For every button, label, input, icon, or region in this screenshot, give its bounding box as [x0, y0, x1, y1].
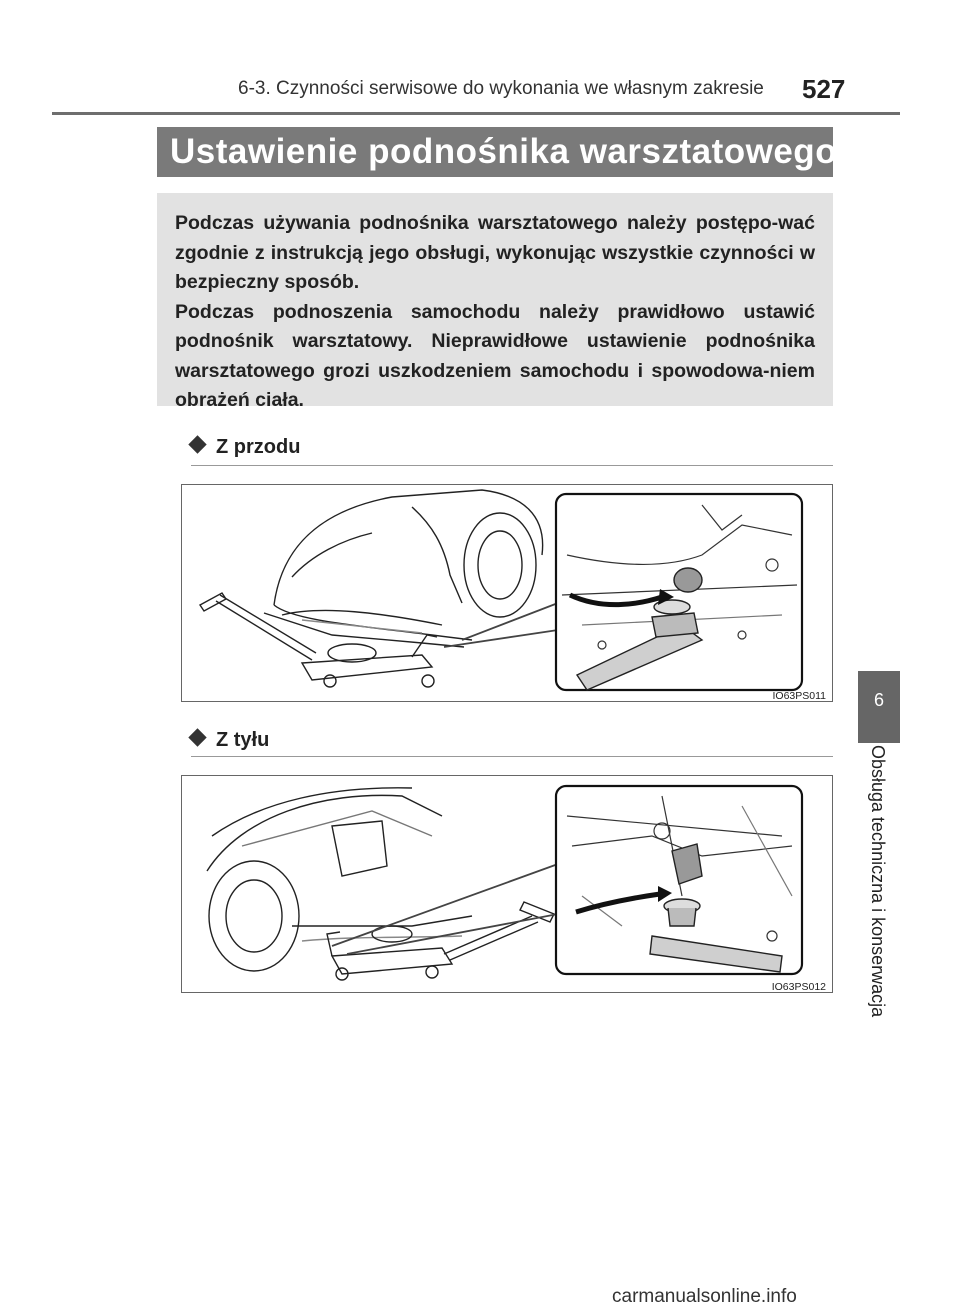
subheading-front-rule	[191, 465, 833, 466]
running-header: 6-3. Czynności serwisowe do wykonania we własnym zakresie	[238, 78, 764, 99]
figure-code-rear: IO63PS012	[771, 981, 826, 993]
header-divider	[52, 112, 900, 115]
front-jack-illustration	[182, 485, 834, 703]
subheading-rear	[191, 729, 269, 752]
rear-jack-illustration	[182, 776, 834, 994]
info-paragraph-2: Podczas podnoszenia samochodu należy prawidłowo ustawić podnośnik warsztatowy. Nieprawidłowe ustawienie podnośnika warsztatowego grozi uszkodzeniem samochodu i spowodowa-niem obrażeń ciała.	[175, 300, 815, 411]
chapter-label	[861, 745, 891, 1055]
watermark: carmanualsonline.info	[612, 1286, 797, 1307]
subheading-front-label: Z przodu	[216, 436, 301, 458]
figure-front-jack	[181, 484, 833, 702]
figure-code-front: IO63PS011	[772, 690, 826, 702]
info-paragraph-1: Podczas używania podnośnika warsztatowego należy postępo-wać zgodnie z instrukcją jego obsługi, wykonując wszystkie czynności w bezpieczny sposób.	[175, 212, 815, 293]
diamond-bullet-icon	[188, 728, 206, 746]
chapter-label-text: Obsługa techniczna i konserwacja	[868, 745, 888, 1018]
subheading-rear-rule	[191, 756, 833, 757]
diamond-bullet-icon	[188, 435, 206, 453]
subheading-front	[191, 436, 300, 459]
chapter-tab: 6	[858, 671, 900, 743]
subheading-rear-label: Z tyłu	[216, 729, 270, 751]
page-number: 527	[802, 74, 846, 104]
info-box	[157, 193, 833, 411]
figure-rear-jack	[181, 775, 833, 993]
section-title: Ustawienie podnośnika warsztatowego	[157, 127, 833, 177]
